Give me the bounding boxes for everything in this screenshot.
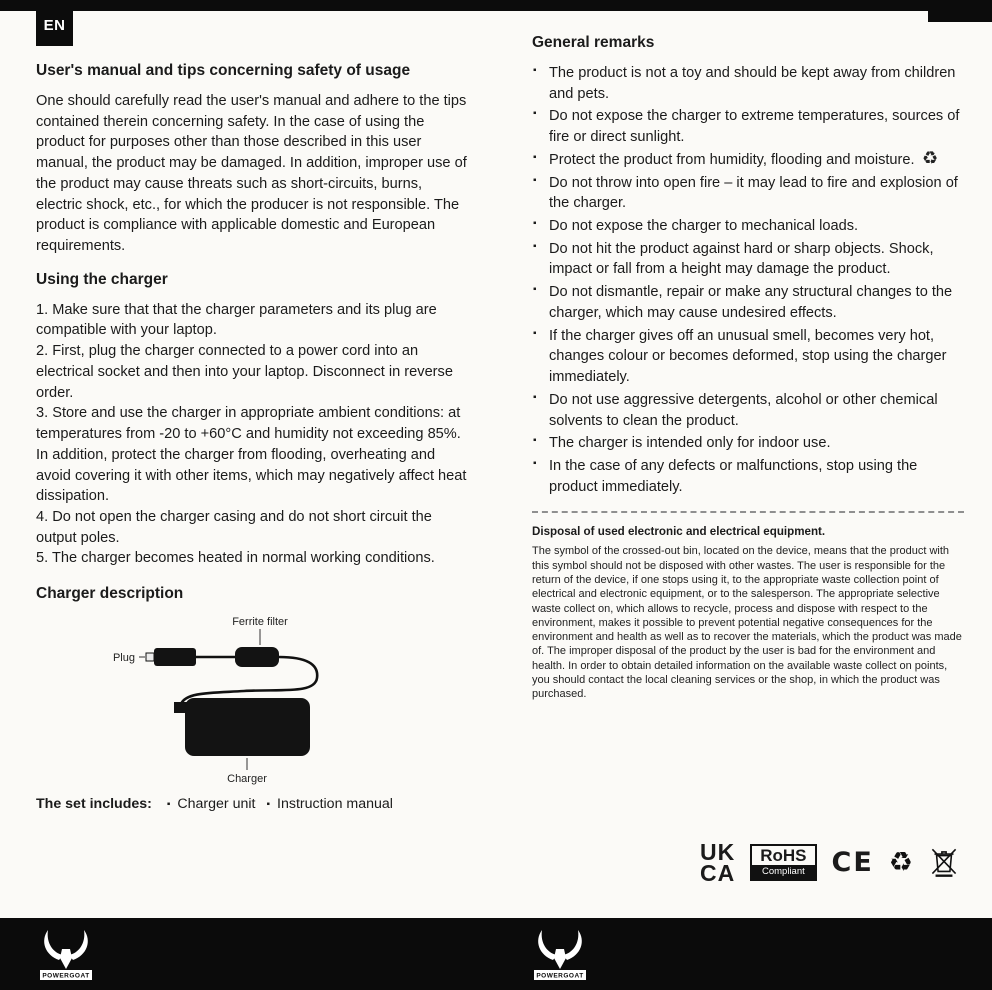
section-title-general-remarks: General remarks <box>532 34 655 51</box>
charger-diagram <box>36 614 416 786</box>
remark-item: ▪ In the case of any defects or malfunctions, stop using the product immediately. <box>532 456 964 497</box>
ukca-line1: UK <box>700 839 736 865</box>
goat-icon <box>538 930 582 969</box>
recycle-icon: ♻ <box>888 847 913 878</box>
powergoat-logo <box>530 925 590 983</box>
charger-label: Charger <box>227 773 267 786</box>
disposal-paragraph: The symbol of the crossed-out bin, located on the device, means that the product with this symbol should not be disposed with other wastes. The user is responsible for the return of the device, if one stops using it, to the appropriate waste collection point of electrical and electronic equipment, or to the salesperson. The appropriate selective waste collect on, which allows to recycle, process and dispose with respect to the environment, makes it possible to prevent potential negative consequences for the environment and health as well as to recover the materials, which the product was made of. The improper disposal of the product by the user is bad for the environment and health. In order to obtain detailed information on the available waste collect on points, you should contact the local cleaning services or the shop, in which the product was purchased. <box>532 545 962 701</box>
instruction-step: 2. First, plug the charger connected to a power cord into an electrical socket and then into your laptop. Disconnect in reverse order. <box>36 343 453 401</box>
remark-item: ▪ If the charger gives off an unusual smell, becomes very hot, changes colour or becomes deformed, stop using the charger immediately. <box>532 326 964 388</box>
remark-item: ▪ Protect the product from humidity, flooding and moisture. <box>532 150 964 171</box>
plug-body <box>154 648 196 666</box>
instruction-step: 4. Do not open the charger casing and do not short circuit the output poles. <box>36 508 432 546</box>
brand-name: POWERGOAT <box>42 972 90 980</box>
remark-item: ▪ Do not expose the charger to extreme temperatures, sources of fire or direct sunlight. <box>532 106 964 147</box>
instruction-step: 3. Store and use the charger in appropriate ambient conditions: at temperatures from -20 to +60°C and humidity not exceeding 85%. In addition, protect the charger from flooding, overheating and avoid covering it with other items, which may negatively affect heat dissipation. <box>36 405 467 505</box>
weee-crossed-bin-icon <box>928 844 960 882</box>
plug-label: Plug <box>112 652 135 665</box>
rohs-mark <box>750 844 816 882</box>
recycle-icon: ♻ <box>922 148 939 168</box>
section-title-usage: User's manual and tips concerning safety of usage <box>36 62 411 79</box>
ukca-mark <box>700 839 736 886</box>
set-includes-label: The set includes: <box>36 796 152 813</box>
left-column <box>36 62 469 812</box>
rohs-title: RoHS <box>760 845 807 865</box>
remark-item: ▪ The charger is intended only for indoor use. <box>532 433 964 454</box>
intro-paragraph: One should carefully read the user's manual and adhere to the tips contained therein concerning safety. In the case of using the product for purposes other than those described in this user manual, the product may be damaged. In addition, improper use of the product may cause threats such as short-circuits, burns, electric shock, etc., for which the producer is not responsible. The product is compliance with applicable domestic and European requirements. <box>36 93 467 255</box>
ferrite-filter <box>235 647 279 667</box>
section-title-charger-description: Charger description <box>36 585 184 603</box>
set-item: ▪ Charger unit <box>167 796 256 812</box>
set-includes-line <box>36 796 469 812</box>
remark-item: ▪ Do not throw into open fire – it may lead to fire and explosion of the charger. <box>532 173 964 214</box>
disposal-heading: Disposal of used electronic and electrical equipment. <box>532 525 826 539</box>
right-column <box>532 34 964 702</box>
instruction-step: 5. The charger becomes heated in normal working conditions. <box>36 550 435 567</box>
ferrite-filter-label: Ferrite filter <box>232 616 288 629</box>
dashed-divider <box>532 511 964 513</box>
set-item: ▪ Instruction manual <box>266 796 392 812</box>
remark-item: ▪ Do not use aggressive detergents, alcohol or other chemical solvents to clean the product. <box>532 390 964 431</box>
language-badge: EN <box>36 4 73 46</box>
plug-tip <box>146 653 154 661</box>
powergoat-logo <box>36 925 96 983</box>
remark-item: ▪ Do not hit the product against hard or sharp objects. Shock, impact or fall from a height may damage the product. <box>532 239 964 280</box>
remark-item: ▪ The product is not a toy and should be kept away from children and pets. <box>532 63 964 104</box>
charger-body <box>185 698 310 756</box>
remark-item: ▪ Do not dismantle, repair or make any structural changes to the charger, which may cause undesired effects. <box>532 282 964 323</box>
rohs-compliant-label: Compliant <box>752 865 814 879</box>
brand-name: POWERGOAT <box>536 972 584 980</box>
ce-mark: CE <box>831 847 874 879</box>
footer-bar <box>0 918 992 990</box>
remark-item: ▪ Do not expose the charger to mechanical loads. <box>532 216 964 237</box>
section-title-using-charger: Using the charger <box>36 270 168 288</box>
certification-marks <box>700 839 960 886</box>
instruction-step: 1. Make sure that that the charger parameters and its plug are compatible with your laptop. <box>36 301 437 339</box>
ukca-line2: CA <box>700 859 736 886</box>
top-edge-bar <box>0 0 992 11</box>
instruction-steps <box>36 300 469 569</box>
goat-icon <box>44 930 88 969</box>
general-remarks-list <box>532 63 964 497</box>
top-right-edge-mark <box>928 0 992 22</box>
set-includes-items <box>156 796 393 812</box>
